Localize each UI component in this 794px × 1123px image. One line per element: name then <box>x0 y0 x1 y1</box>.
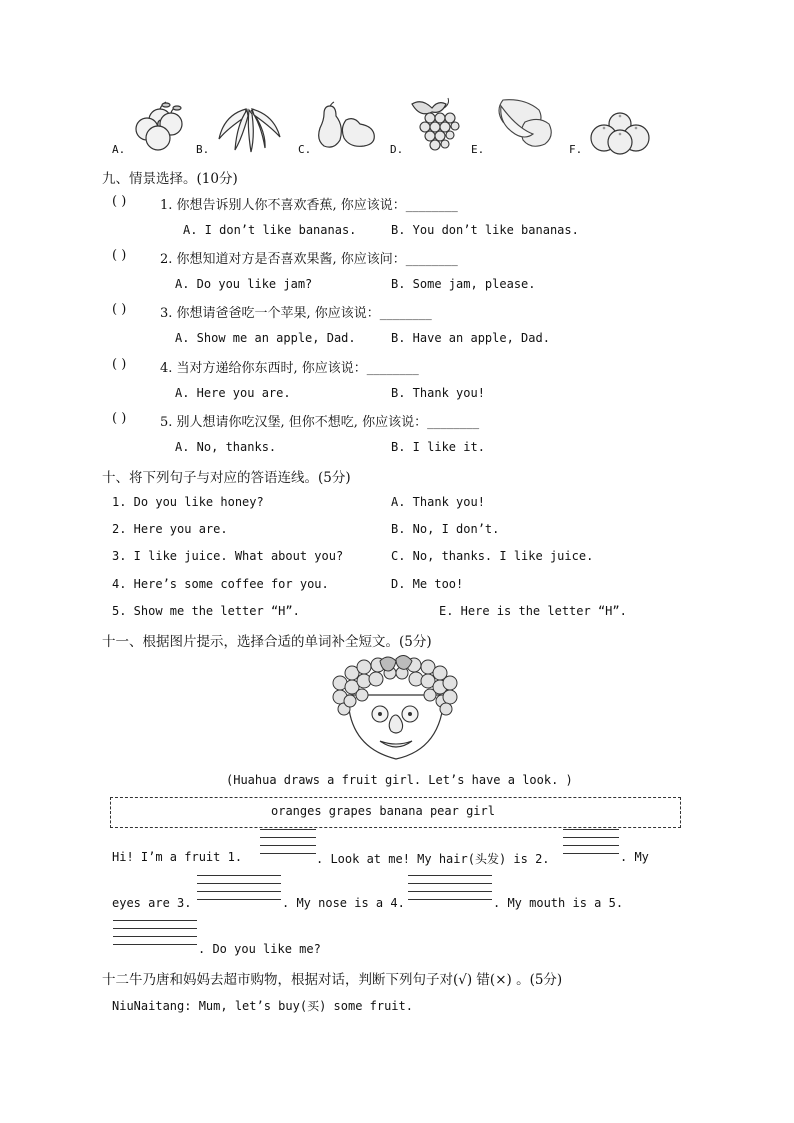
oranges-icon <box>590 110 650 154</box>
passage-line2-part2: . My nose is a 4. <box>282 896 405 910</box>
match-right-c[interactable]: C. No, thanks. I like juice. <box>391 549 594 563</box>
answer-paren-2[interactable]: ( ) <box>112 248 127 263</box>
question-2-prompt: 2. 你想知道对方是否喜欢果酱, 你应该问：________ <box>160 252 458 267</box>
passage-line1-part3: . My <box>620 850 649 864</box>
question-4-option-a: A. Here you are. <box>175 386 291 400</box>
section12-heading: 十二牛乃唐和妈妈去超市购物，根据对话，判断下列句子对(√) 错(×) 。(5分) <box>102 972 563 988</box>
fruit-label-f: F. <box>569 143 583 156</box>
fruit-girl-illustration <box>330 655 460 763</box>
question-1-prompt: 1. 你想告诉别人你不喜欢香蕉, 你应该说：________ <box>160 198 458 213</box>
passage-line2-part1: eyes are 3. <box>112 896 192 910</box>
match-right-d[interactable]: D. Me too! <box>391 577 464 591</box>
passage-line1-part2: . Look at me! My hair(头发) is 2. <box>316 852 550 866</box>
section9-heading: 九、情景选择。(10分) <box>102 171 238 187</box>
passage-line1-part1: Hi! I’m a fruit 1. <box>112 850 243 864</box>
apples-icon <box>130 100 185 152</box>
question-4-prompt: 4. 当对方递给你东西时, 你应该说：________ <box>160 361 419 376</box>
section11-heading: 十一、根据图片提示，选择合适的单词补全短文。(5分) <box>102 634 432 650</box>
passage-line2-part3: . My mouth is a 5. <box>493 896 624 910</box>
question-4-option-b: B. Thank you! <box>391 386 485 400</box>
question-5-option-b: B. I like it. <box>391 440 485 454</box>
passage-line3: . Do you like me? <box>198 942 321 956</box>
blank-5[interactable] <box>113 913 197 945</box>
question-1-option-a: A. I don’t like bananas. <box>183 223 357 237</box>
question-5-prompt: 5. 别人想请你吃汉堡, 但你不想吃, 你应该说：________ <box>160 415 480 430</box>
grapes-icon <box>408 96 460 152</box>
fruit-label-d: D. <box>390 143 404 156</box>
dialog-line-1: NiuNaitang: Mum, let’s buy(买) some fruit. <box>112 999 413 1013</box>
match-left-4[interactable]: 4. Here’s some coffee for you. <box>112 577 329 591</box>
question-2-option-a: A. Do you like jam? <box>175 277 313 291</box>
blank-4[interactable] <box>408 868 492 900</box>
illustration-caption: (Huahua draws a fruit girl. Let’s have a look. ) <box>226 773 573 787</box>
match-left-3[interactable]: 3. I like juice. What about you? <box>112 549 344 563</box>
fruit-label-c: C. <box>298 143 312 156</box>
match-right-a[interactable]: A. Thank you! <box>391 495 485 509</box>
fruit-label-a: A. <box>112 143 126 156</box>
question-3-option-a: A. Show me an apple, Dad. <box>175 331 356 345</box>
match-left-1[interactable]: 1. Do you like honey? <box>112 495 264 509</box>
bananas-icon <box>216 105 284 155</box>
match-left-5[interactable]: 5. Show me the letter “H”. <box>112 604 300 618</box>
section10-heading: 十、将下列句子与对应的答语连线。(5分) <box>102 470 351 486</box>
blank-1[interactable] <box>260 822 316 854</box>
question-5-option-a: A. No, thanks. <box>175 440 277 454</box>
answer-paren-3[interactable]: ( ) <box>112 302 127 317</box>
question-1-option-b: B. You don’t like bananas. <box>391 223 579 237</box>
question-3-option-b: B. Have an apple, Dad. <box>391 331 550 345</box>
pears-icon <box>318 102 378 152</box>
answer-paren-1[interactable]: ( ) <box>112 194 127 209</box>
answer-paren-5[interactable]: ( ) <box>112 411 127 426</box>
fruit-label-b: B. <box>196 143 210 156</box>
mango-icon <box>495 98 555 150</box>
answer-paren-4[interactable]: ( ) <box>112 357 127 372</box>
blank-2[interactable] <box>563 822 619 854</box>
fruit-label-e: E. <box>471 143 485 156</box>
match-right-b[interactable]: B. No, I don’t. <box>391 522 500 536</box>
match-left-2[interactable]: 2. Here you are. <box>112 522 228 536</box>
question-3-prompt: 3. 你想请爸爸吃一个苹果, 你应该说：________ <box>160 306 432 321</box>
question-2-option-b: B. Some jam, please. <box>391 277 536 291</box>
match-right-e[interactable]: E. Here is the letter “H”. <box>439 604 627 618</box>
blank-3[interactable] <box>197 868 281 900</box>
word-bank: oranges grapes banana pear girl <box>271 804 495 818</box>
